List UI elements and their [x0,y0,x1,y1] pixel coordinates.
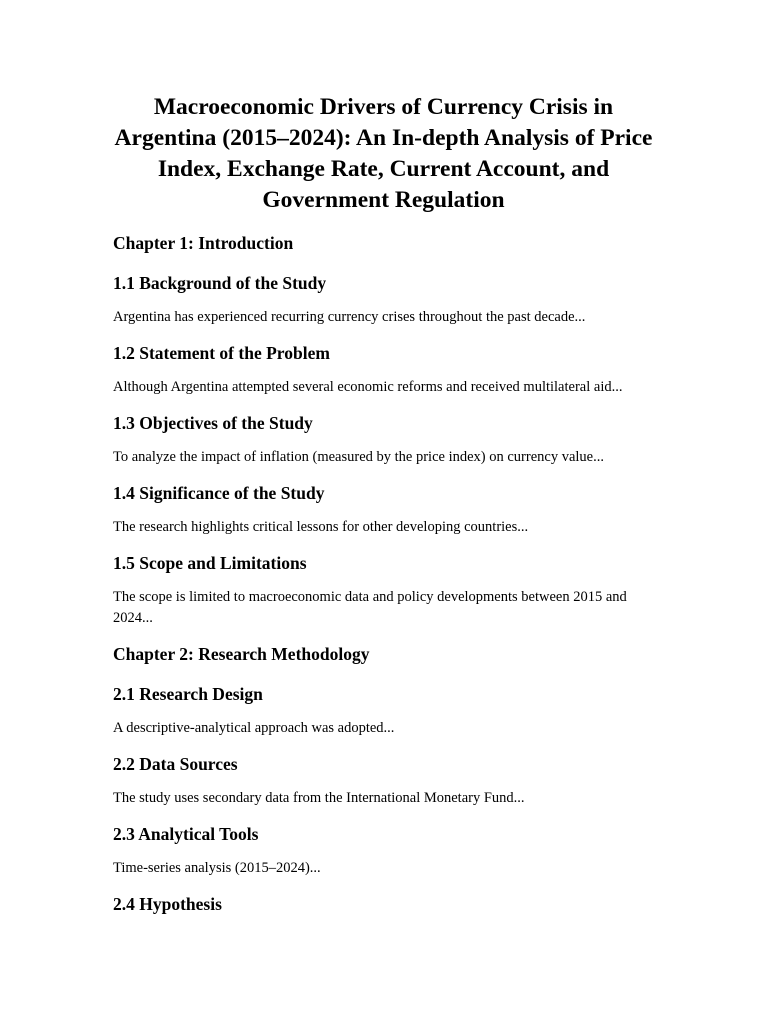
section-1-3-heading: 1.3 Objectives of the Study [113,413,313,433]
section-1-3-text: To analyze the impact of inflation (measured by the price index) on currency value... [113,449,604,465]
section-2-2-text: The study uses secondary data from the International Monetary Fund... [113,790,525,806]
section-2-1-text: A descriptive-analytical approach was adopted... [113,720,395,736]
section-1-1-heading: 1.1 Background of the Study [113,273,327,293]
section-1-1-text: Argentina has experienced recurring currency crises throughout the past decade... [113,309,586,325]
section-2-1-heading: 2.1 Research Design [113,684,263,704]
section-1-5-text: The scope is limited to macroeconomic data and policy developments between 2015 and 2024... [113,589,627,626]
section-2-3-heading: 2.3 Analytical Tools [113,824,259,844]
section-2-3-text: Time-series analysis (2015–2024)... [113,860,321,876]
section-1-2-heading: 1.2 Statement of the Problem [113,343,330,363]
section-1-4-heading: 1.4 Significance of the Study [113,483,325,503]
section-2-2-heading: 2.2 Data Sources [113,754,238,774]
chapter-2-heading: Chapter 2: Research Methodology [113,644,370,664]
section-1-5-heading: 1.5 Scope and Limitations [113,553,307,573]
chapter-1-heading: Chapter 1: Introduction [113,233,294,253]
document-title: Macroeconomic Drivers of Currency Crisis in Argentina (2015–2024): An In-depth Analysis of Price Index, Exchange Rate, Current Account, and Government Regulation [114,94,653,213]
section-2-4-heading: 2.4 Hypothesis [113,894,222,914]
section-1-2-text: Although Argentina attempted several economic reforms and received multilateral aid... [113,379,623,395]
section-1-4-text: The research highlights critical lessons for other developing countries... [113,519,529,535]
